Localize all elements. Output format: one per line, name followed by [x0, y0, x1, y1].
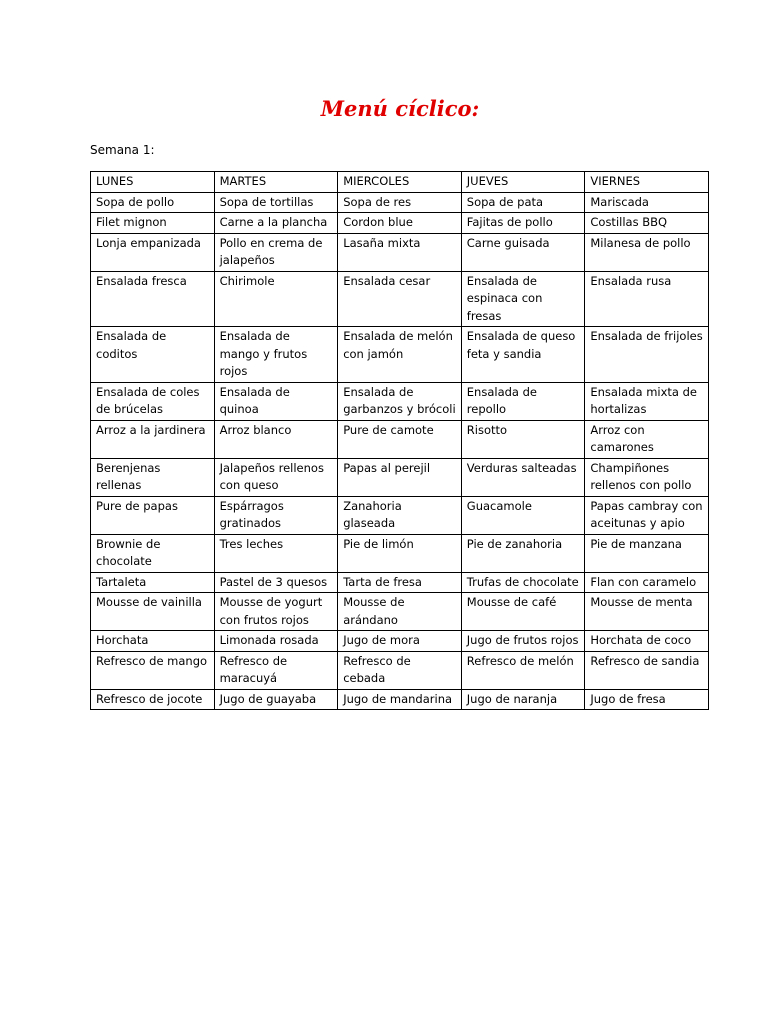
table-cell: Pure de camote: [338, 420, 462, 458]
header-cell: JUEVES: [461, 172, 585, 193]
table-cell: Ensalada de coles de brúcelas: [91, 382, 215, 420]
table-row: [91, 651, 709, 689]
table-cell: Ensalada de espinaca con fresas: [461, 271, 585, 327]
table-cell: Arroz con camarones: [585, 420, 709, 458]
table-cell: Berenjenas rellenas: [91, 458, 215, 496]
table-cell: Carne guisada: [461, 233, 585, 271]
table-cell: Refresco de jocote: [91, 689, 215, 710]
table-cell: Pure de papas: [91, 496, 215, 534]
table-row: [91, 631, 709, 652]
table-cell: Guacamole: [461, 496, 585, 534]
table-row: [91, 458, 709, 496]
table-cell: Papas al perejil: [338, 458, 462, 496]
table-cell: Refresco de cebada: [338, 651, 462, 689]
table-cell: Jugo de mandarina: [338, 689, 462, 710]
table-cell: Sopa de pollo: [91, 192, 215, 213]
table-cell: Refresco de maracuyá: [214, 651, 338, 689]
table-cell: Jugo de naranja: [461, 689, 585, 710]
table-cell: Milanesa de pollo: [585, 233, 709, 271]
table-cell: Jugo de frutos rojos: [461, 631, 585, 652]
table-cell: Lasaña mixta: [338, 233, 462, 271]
menu-table: [90, 171, 709, 710]
table-cell: Sopa de pata: [461, 192, 585, 213]
table-row: [91, 593, 709, 631]
table-cell: Mousse de arándano: [338, 593, 462, 631]
table-cell: Tres leches: [214, 534, 338, 572]
table-cell: Jalapeños rellenos con queso: [214, 458, 338, 496]
table-cell: Ensalada de quinoa: [214, 382, 338, 420]
header-cell: MIERCOLES: [338, 172, 462, 193]
table-cell: Limonada rosada: [214, 631, 338, 652]
table-cell: Cordon blue: [338, 213, 462, 234]
table-cell: Pie de limón: [338, 534, 462, 572]
table-header: [91, 172, 709, 193]
table-row: [91, 534, 709, 572]
table-row: [91, 213, 709, 234]
week-label: Semana 1:: [90, 143, 155, 157]
table-cell: Ensalada cesar: [338, 271, 462, 327]
header-cell: MARTES: [214, 172, 338, 193]
table-cell: Ensalada de coditos: [91, 327, 215, 383]
table-cell: Refresco de melón: [461, 651, 585, 689]
table-cell: Lonja empanizada: [91, 233, 215, 271]
table-cell: Mousse de vainilla: [91, 593, 215, 631]
table-cell: Espárragos gratinados: [214, 496, 338, 534]
table-cell: Sopa de res: [338, 192, 462, 213]
table-cell: Ensalada mixta de hortalizas: [585, 382, 709, 420]
table-cell: Trufas de chocolate: [461, 572, 585, 593]
table-cell: Sopa de tortillas: [214, 192, 338, 213]
table-cell: Ensalada de melón con jamón: [338, 327, 462, 383]
table-cell: Ensalada de mango y frutos rojos: [214, 327, 338, 383]
table-cell: Jugo de guayaba: [214, 689, 338, 710]
table-cell: Risotto: [461, 420, 585, 458]
table-cell: Tartaleta: [91, 572, 215, 593]
table-cell: Tarta de fresa: [338, 572, 462, 593]
table-body: [91, 192, 709, 710]
table-cell: Chirimole: [214, 271, 338, 327]
table-cell: Pie de zanahoria: [461, 534, 585, 572]
table-row: [91, 192, 709, 213]
table-cell: Pie de manzana: [585, 534, 709, 572]
table-cell: Zanahoria glaseada: [338, 496, 462, 534]
table-row: [91, 496, 709, 534]
table-cell: Fajitas de pollo: [461, 213, 585, 234]
table-row: [91, 689, 709, 710]
table-cell: Brownie de chocolate: [91, 534, 215, 572]
header-cell: LUNES: [91, 172, 215, 193]
table-cell: Refresco de mango: [91, 651, 215, 689]
table-cell: Mousse de yogurt con frutos rojos: [214, 593, 338, 631]
table-cell: Costillas BBQ: [585, 213, 709, 234]
header-cell: VIERNES: [585, 172, 709, 193]
table-cell: Filet mignon: [91, 213, 215, 234]
table-row: [91, 572, 709, 593]
table-cell: Jugo de fresa: [585, 689, 709, 710]
table-cell: Pollo en crema de jalapeños: [214, 233, 338, 271]
table-cell: Horchata de coco: [585, 631, 709, 652]
table-cell: Arroz a la jardinera: [91, 420, 215, 458]
table-cell: Carne a la plancha: [214, 213, 338, 234]
table-cell: Ensalada fresca: [91, 271, 215, 327]
table-cell: Arroz blanco: [214, 420, 338, 458]
table-cell: Horchata: [91, 631, 215, 652]
table-cell: Refresco de sandia: [585, 651, 709, 689]
table-cell: Ensalada de queso feta y sandia: [461, 327, 585, 383]
table-row: [91, 271, 709, 327]
table-cell: Ensalada de repollo: [461, 382, 585, 420]
table-cell: Jugo de mora: [338, 631, 462, 652]
table-row: [91, 382, 709, 420]
table-cell: Papas cambray con aceitunas y apio: [585, 496, 709, 534]
table-cell: Champiñones rellenos con pollo: [585, 458, 709, 496]
table-cell: Ensalada de frijoles: [585, 327, 709, 383]
table-cell: Verduras salteadas: [461, 458, 585, 496]
table-cell: Pastel de 3 quesos: [214, 572, 338, 593]
table-cell: Ensalada rusa: [585, 271, 709, 327]
header-row: [91, 172, 709, 193]
page-title: Menú cíclico:: [320, 96, 480, 121]
table-cell: Ensalada de garbanzos y brócoli: [338, 382, 462, 420]
table-row: [91, 233, 709, 271]
table-cell: Flan con caramelo: [585, 572, 709, 593]
table-cell: Mousse de menta: [585, 593, 709, 631]
table-cell: Mousse de café: [461, 593, 585, 631]
table-cell: Mariscada: [585, 192, 709, 213]
table-row: [91, 327, 709, 383]
table-row: [91, 420, 709, 458]
